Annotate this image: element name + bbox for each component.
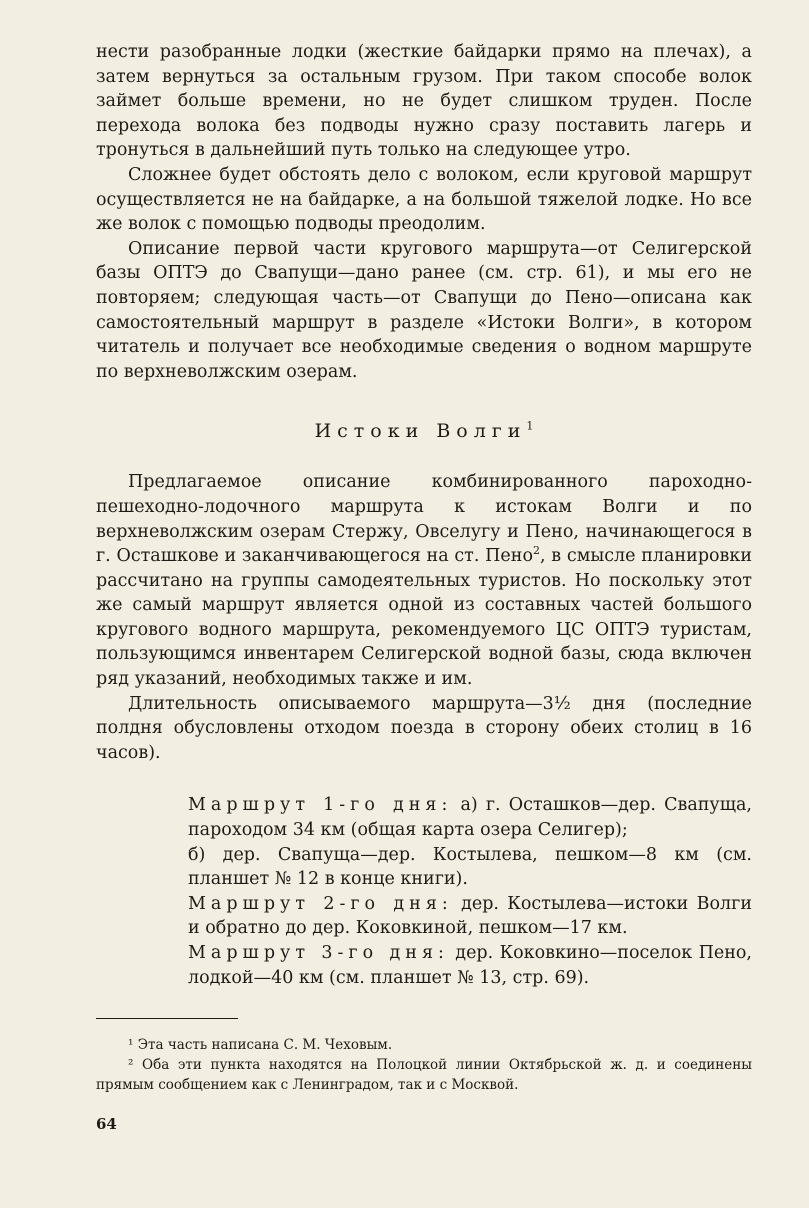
route-day-1-part-a: а) г. Осташков—дер. Свапуща, пароходом 34 км (общая карта озера Селигер); [188, 795, 752, 841]
section-title-footnote-mark: 1 [526, 419, 534, 433]
route-day-1-part-b: б) дер. Свапуща—дер. Костылева, пешком—8 км (см. планшет № 12 в конце книги). [188, 844, 752, 890]
footnote-1 [96, 1035, 752, 1055]
footnote-1-mark: ¹ [128, 1037, 134, 1054]
route-day-3-label: Маршрут 3-го дня: [188, 943, 449, 963]
footnote-2 [96, 1055, 752, 1095]
duration-fraction: ½ [553, 693, 571, 714]
paragraph-3: Описание первой части кругового маршрута—от Селигерской базы ОПТЭ до Свапущи—дано ранее (см. стр. 61), и мы его не повторяем; следующая часть—от Свапущи до Пено—описана как самостоятельный маршрут в разделе «Истоки Волги», в котором читатель и получает все необходимые сведения о водном маршруте по верхневолжским озерам. [96, 238, 752, 382]
paragraph-4-part-b: , в смысле планировки рассчитано на группы самодеятельных туристов. Но поскольку этот же самый маршрут является одной из составных частей большого кругового водного маршрута, рекомендуемого ЦС ОПТЭ туристам, пользующимся инвентарем Селигерской водной базы, сюда включен ряд указаний, необходимых также и им. [96, 546, 753, 690]
paragraph-4-part-a: Предлагаемое описание комбинированного пароходно-пешеходно-лодочного маршрута к истокам Волги и по верхневолжским озерам Стержу, Овселугу и Пено, начинающегося в г. Осташкове и заканчивающегося на ст. Пено [96, 472, 752, 567]
footnote-2-mark: ² [128, 1057, 134, 1074]
route-day-1 [188, 793, 752, 842]
page-number: 64 [96, 1115, 117, 1134]
paragraph-2: Сложнее будет обстоять дело с волоком, если круговой маршрут осуществляется не на байдарке, а на большой тяжелой лодке. Но все же волок с помощью подводы преодолим. [96, 164, 752, 235]
paragraph-5-part-b: дня (последние полдня обусловлены отходом поезда в сторону обеих столиц в 16 часов). [96, 693, 752, 763]
footnote-2-text: Оба эти пункта находятся на Полоцкой линии Октябрьской ж. д. и соединены прямым сообщением как с Ленинградом, так и с Москвой. [96, 1057, 752, 1094]
footnote-ref-2: 2 [533, 544, 540, 558]
paragraph-4 [96, 470, 752, 691]
book-page [96, 40, 752, 1133]
route-day-2-text: дер. Костылева—истоки Волги и обратно до дер. Коковкиной, пешком—17 км. [188, 893, 752, 939]
paragraph-5-part-a: Длительность описываемого маршрута—3 [128, 693, 554, 714]
route-day-1-label: Маршрут 1-го дня: [188, 795, 453, 816]
route-day-3 [188, 941, 752, 990]
footnote-1-text: Эта часть написана С. М. Чеховым. [133, 1037, 393, 1054]
section-title: Истоки Волги [314, 420, 527, 443]
route-day-2 [188, 892, 752, 941]
route-list [188, 793, 752, 990]
section-heading [96, 420, 752, 442]
footnote-divider [96, 1018, 238, 1019]
route-day-3-text: дер. Коковкино—поселок Пено, лодкой—40 км (см. планшет № 13, стр. 69). [188, 943, 752, 988]
paragraph-1: нести разобранные лодки (жесткие байдарки прямо на плечах), а затем вернуться за остальным грузом. При таком способе волок займет больше времени, но не будет слишком труден. После перехода волока без подводы нужно сразу поставить лагерь и тронуться в дальнейший путь только на следующее утро. [96, 42, 752, 161]
paragraph-5 [96, 692, 752, 766]
route-day-2-label: Маршрут 2-го дня: [188, 893, 453, 914]
